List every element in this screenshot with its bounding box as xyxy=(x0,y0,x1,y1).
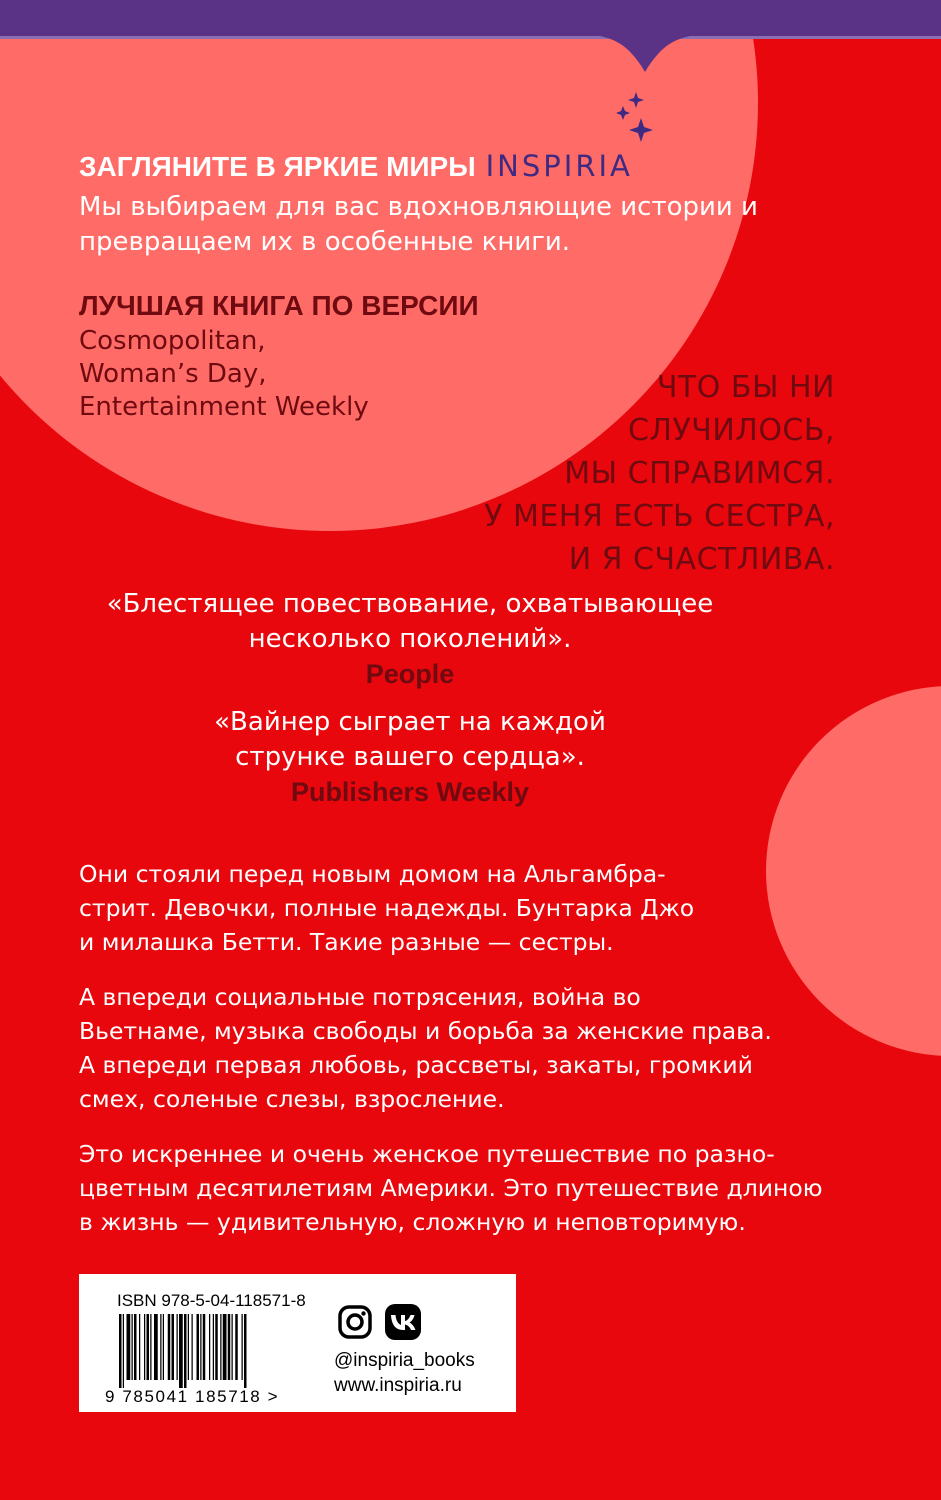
barcode-bar xyxy=(197,1314,200,1380)
decorative-small-circle xyxy=(766,686,941,1056)
vk-icon[interactable] xyxy=(385,1304,421,1340)
barcode-digits: 9 785041 185718 > xyxy=(105,1387,280,1406)
barcode-bar xyxy=(160,1314,161,1380)
description-line: смех, соленые слезы, взросление. xyxy=(79,1085,505,1113)
barcode-bar xyxy=(179,1314,183,1388)
slogan xyxy=(484,366,835,581)
description-line: и милашка Бетти. Такие разные — сестры. xyxy=(79,928,614,956)
slogan-line: СЛУЧИЛОСЬ, xyxy=(627,413,835,448)
barcode-bar xyxy=(123,1314,124,1388)
description-paragraph xyxy=(79,1137,823,1239)
description-line: Они стояли перед новым домом на Альгамбра- xyxy=(79,860,666,888)
barcode-bar xyxy=(184,1314,187,1388)
barcode-bar xyxy=(235,1314,238,1380)
barcode-bar xyxy=(192,1314,193,1380)
barcode-bar xyxy=(147,1314,150,1380)
barcode-bar xyxy=(188,1314,189,1380)
top-color-band xyxy=(0,0,941,36)
review-quote xyxy=(60,705,760,810)
best-book-title: ЛУЧШАЯ КНИГА ПО ВЕРСИИ xyxy=(79,290,479,321)
quote-line: несколько поколений». xyxy=(248,624,572,654)
barcode-bar xyxy=(232,1314,233,1380)
description-line: А впереди первая любовь, рассветы, закаты, громкий xyxy=(79,1051,753,1079)
brand-name: INSPIRIA xyxy=(485,149,633,183)
quote-source: People xyxy=(365,659,455,689)
source-item: Entertainment Weekly xyxy=(79,392,369,422)
barcode-bar xyxy=(242,1314,243,1380)
slogan-line: МЫ СПРАВИМСЯ. xyxy=(564,456,835,491)
barcode-bar xyxy=(154,1314,158,1380)
barcode-bar xyxy=(200,1314,201,1380)
isbn-info-box xyxy=(79,1274,516,1412)
description-line: цветным десятилетиям Америки. Это путешествие длиною xyxy=(79,1174,823,1202)
quote-line: «Вайнер сыграет на каждой xyxy=(214,707,606,737)
sparkle-stars-icon xyxy=(614,92,654,144)
social-handle[interactable]: @inspiria_books xyxy=(334,1350,475,1371)
barcode-bar xyxy=(134,1314,137,1380)
barcode-bar xyxy=(163,1314,164,1380)
barcode-bar xyxy=(177,1314,178,1380)
description-paragraph xyxy=(79,857,779,959)
social-icons xyxy=(337,1304,437,1340)
source-item: Woman’s Day, xyxy=(79,359,267,389)
top-band-stripe xyxy=(0,36,941,39)
description-line: в жизнь — удивительную, сложную и неповторимую. xyxy=(79,1208,746,1236)
description-paragraph xyxy=(79,980,779,1116)
isbn-number: ISBN 978-5-04-118571-8 xyxy=(117,1291,306,1310)
slogan-line: У МЕНЯ ЕСТЬ СЕСТРА, xyxy=(484,499,835,534)
barcode-bar xyxy=(144,1314,145,1380)
source-item: Cosmopolitan, xyxy=(79,326,266,356)
barcode-bar xyxy=(150,1314,151,1380)
barcode-bar xyxy=(127,1314,131,1380)
barcode-bar xyxy=(203,1314,206,1380)
slogan-line: И Я СЧАСТЛИВА. xyxy=(568,542,835,577)
best-book-sources xyxy=(79,325,369,424)
barcode xyxy=(117,1314,307,1388)
description-line: Вьетнаме, музыка свободы и борьба за женские права. xyxy=(79,1017,772,1045)
headline-text: ЗАГЛЯНИТЕ В ЯРКИЕ МИРЫ xyxy=(79,151,476,182)
barcode-bar xyxy=(213,1314,214,1380)
quote-line: струнке вашего сердца». xyxy=(235,742,585,772)
quote-line: «Блестящее повествование, охватывающее xyxy=(106,589,714,619)
barcode-bar xyxy=(223,1314,227,1380)
review-quote xyxy=(60,587,760,692)
description-line: Это искреннее и очень женское путешествие по разно- xyxy=(79,1140,775,1168)
barcode-bar xyxy=(220,1314,221,1380)
slogan-line: ЧТО БЫ НИ xyxy=(656,370,835,405)
barcode-bar xyxy=(172,1314,175,1380)
barcode-bar xyxy=(132,1314,133,1380)
description-line: стрит. Девочки, полные надежды. Бунтарка Джо xyxy=(79,894,695,922)
intro-text: Мы выбираем для вас вдохновляющие истории и превращаем их в особенные книги. xyxy=(79,192,758,257)
description-line: А впереди социальные потрясения, война во xyxy=(79,983,641,1011)
headline xyxy=(79,148,633,184)
barcode-bar xyxy=(209,1314,210,1380)
barcode-bar xyxy=(139,1314,140,1380)
barcode-bar xyxy=(215,1314,218,1380)
bookmark-notch-icon xyxy=(600,36,690,72)
barcode-bar xyxy=(244,1314,247,1388)
quote-source: Publishers Weekly xyxy=(290,777,530,807)
instagram-icon[interactable] xyxy=(337,1304,373,1340)
barcode-bar xyxy=(119,1314,122,1388)
barcode-bar xyxy=(168,1314,171,1380)
barcode-bar xyxy=(228,1314,231,1380)
website-link[interactable]: www.inspiria.ru xyxy=(334,1375,462,1396)
